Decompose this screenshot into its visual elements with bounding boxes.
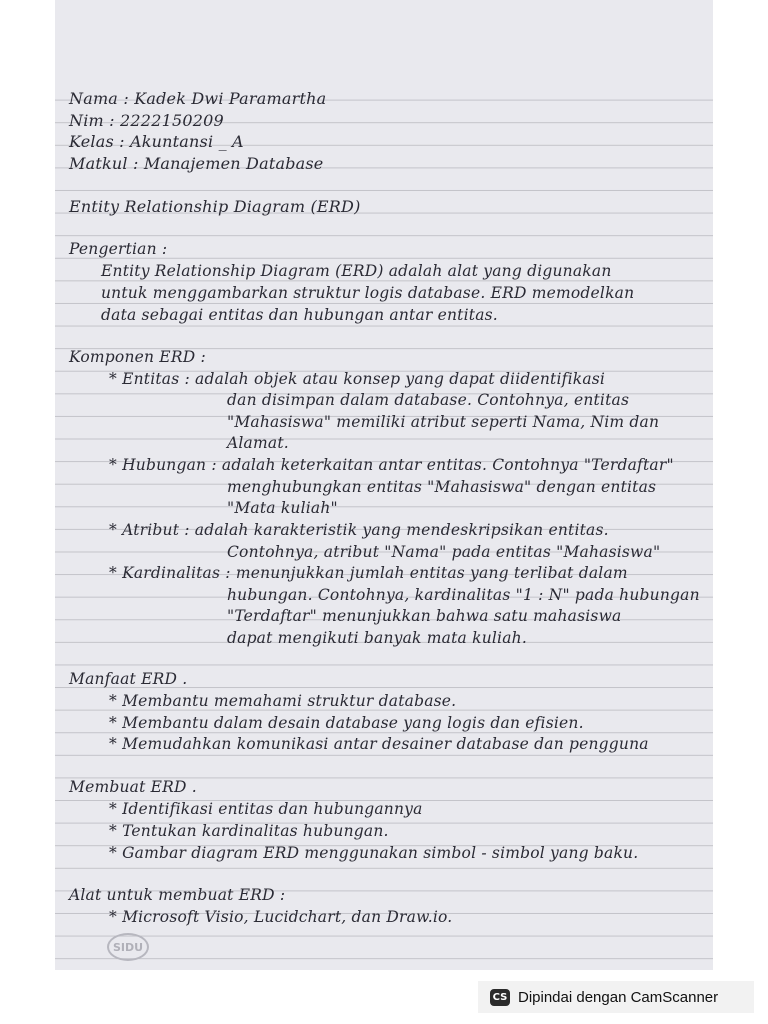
text-line: * Tentukan kardinalitas hubungan.	[109, 822, 389, 840]
text-line: * Membantu dalam desain database yang logis dan efisien.	[109, 714, 584, 732]
text-line: Alamat.	[227, 434, 289, 452]
text-line: dapat mengikuti banyak mata kuliah.	[227, 629, 527, 647]
text-line: Entity Relationship Diagram (ERD) adalah alat yang digunakan	[101, 262, 612, 280]
section-heading-membuat: Membuat ERD .	[69, 778, 197, 796]
text-line: data sebagai entitas dan hubungan antar entitas.	[101, 306, 498, 324]
text-line: * Entitas : adalah objek atau konsep yang dapat diidentifikasi	[109, 370, 606, 388]
text-line: "Terdaftar" menunjukkan bahwa satu mahasiswa	[227, 607, 622, 625]
text-line: * Microsoft Visio, Lucidchart, dan Draw.io.	[109, 908, 453, 926]
section-heading-manfaat: Manfaat ERD .	[69, 670, 188, 688]
text-line: untuk menggambarkan struktur logis database. ERD memodelkan	[101, 284, 635, 302]
text-line: Contohnya, atribut "Nama" pada entitas "Mahasiswa"	[227, 543, 661, 561]
camscanner-watermark	[478, 981, 754, 1013]
page-title: Entity Relationship Diagram (ERD)	[69, 197, 361, 216]
text-line: hubungan. Contohnya, kardinalitas "1 : N" pada hubungan	[227, 586, 700, 604]
camscanner-logo-icon: CS	[490, 989, 510, 1006]
text-line: * Kardinalitas : menunjukkan jumlah entitas yang terlibat dalam	[109, 564, 628, 582]
text-line: * Gambar diagram ERD menggunakan simbol - simbol yang baku.	[109, 844, 639, 862]
section-heading-alat: Alat untuk membuat ERD :	[69, 886, 286, 904]
section-heading-komponen: Komponen ERD :	[69, 348, 206, 366]
student-nim: Nim : 2222150209	[69, 111, 224, 130]
paper-brand-stamp: SIDU	[107, 933, 149, 961]
text-line: * Identifikasi entitas dan hubungannya	[109, 800, 423, 818]
section-heading-pengertian: Pengertian :	[69, 240, 168, 258]
text-line: "Mahasiswa" memiliki atribut seperti Nama, Nim dan	[227, 413, 660, 431]
camscanner-label: Dipindai dengan CamScanner	[518, 988, 719, 1006]
text-line: "Mata kuliah"	[227, 499, 338, 517]
text-line: menghubungkan entitas "Mahasiswa" dengan entitas	[227, 478, 657, 496]
text-line: * Membantu memahami struktur database.	[109, 692, 457, 710]
text-line: * Atribut : adalah karakteristik yang mendeskripsikan entitas.	[109, 521, 609, 539]
text-line: * Hubungan : adalah keterkaitan antar entitas. Contohnya "Terdaftar"	[109, 456, 674, 474]
student-name: Nama : Kadek Dwi Paramartha	[69, 89, 327, 108]
course-name: Matkul : Manajemen Database	[69, 154, 324, 173]
student-class: Kelas : Akuntansi _ A	[69, 132, 244, 151]
handwritten-notes	[55, 0, 713, 970]
text-line: dan disimpan dalam database. Contohnya, entitas	[227, 391, 630, 409]
text-line: * Memudahkan komunikasi antar desainer database dan pengguna	[109, 735, 649, 753]
notebook-page	[55, 0, 713, 970]
